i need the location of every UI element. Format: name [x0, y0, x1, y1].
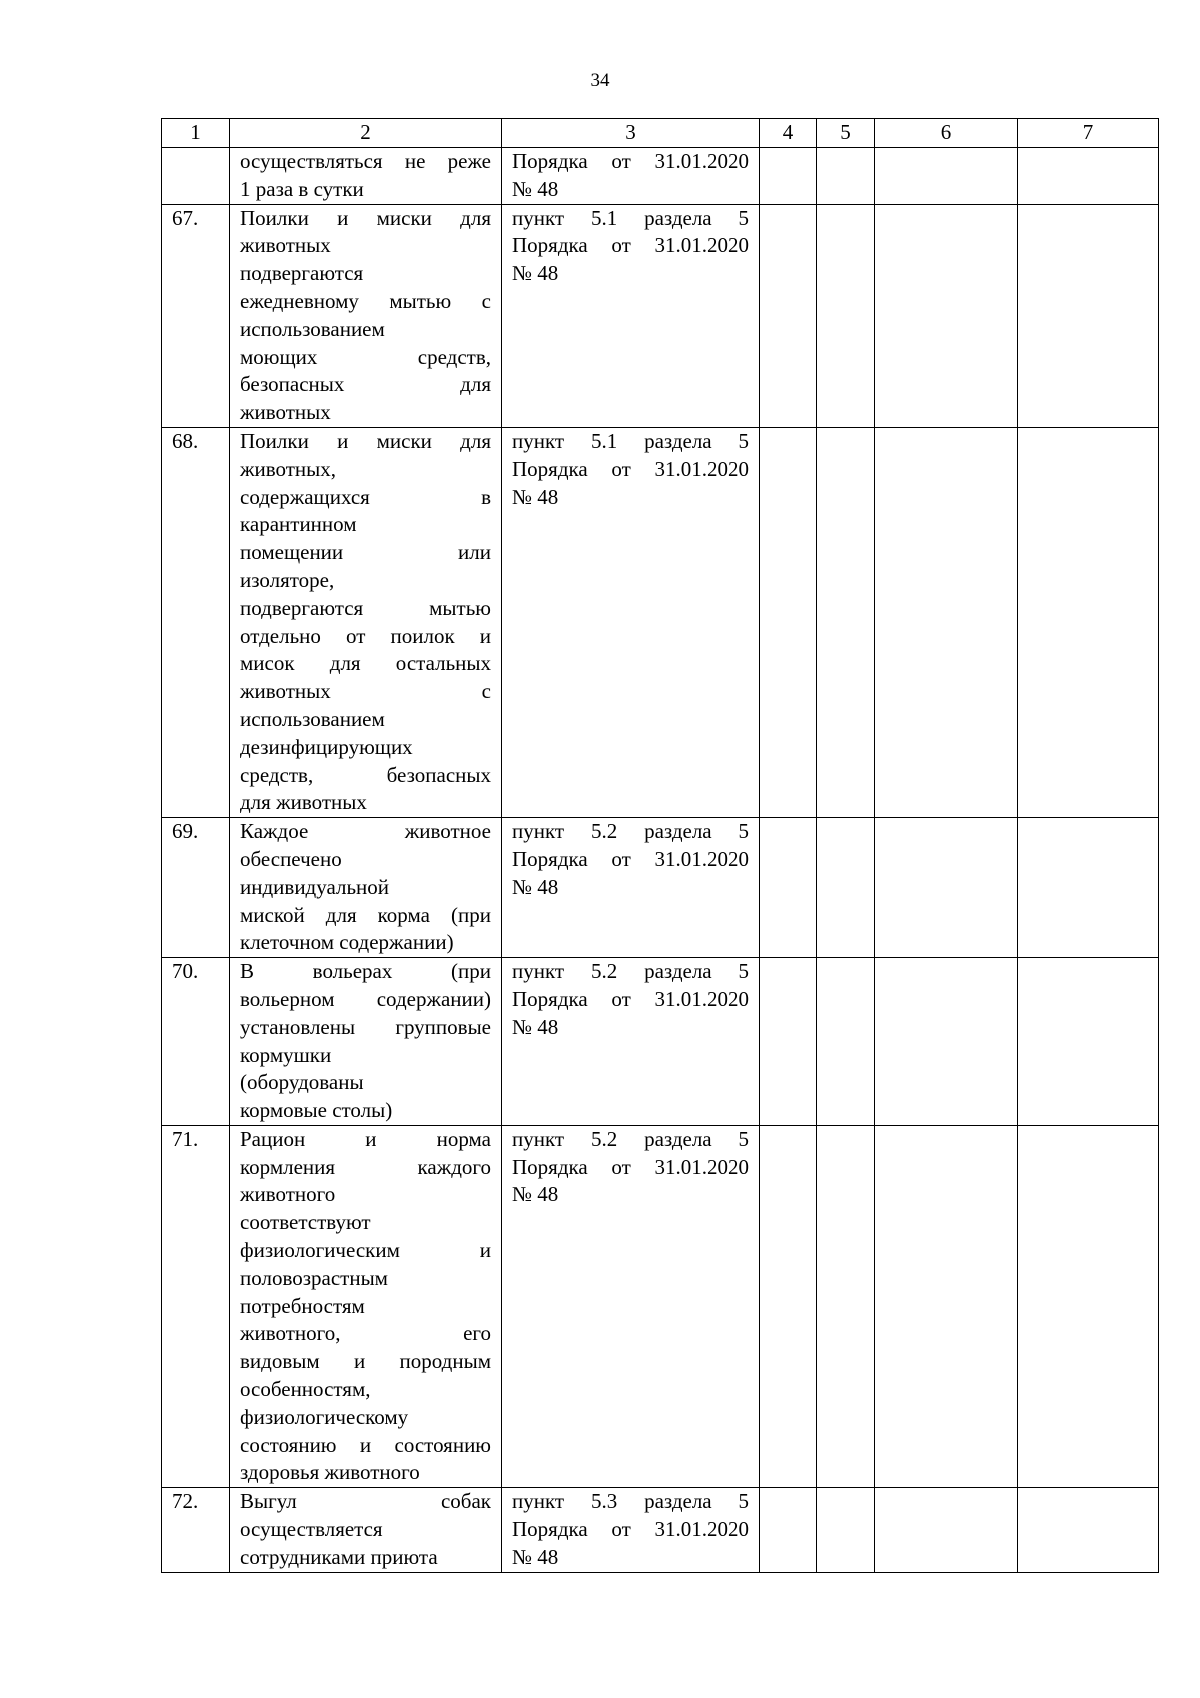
col-5-cell [817, 818, 875, 958]
row-number: 68. [162, 427, 230, 817]
table-row [162, 958, 1159, 1126]
requirement-line: установлены групповые [240, 1014, 491, 1039]
requirement-line: содержащихся в [240, 484, 491, 509]
requirement-line: животных [240, 233, 331, 258]
reference-line: Порядка от 31.01.2020 [512, 1154, 749, 1179]
requirement-line: изоляторе, [240, 567, 335, 592]
row-number: 69. [162, 818, 230, 958]
col-4-cell [760, 1125, 817, 1487]
col-6-cell [875, 1125, 1018, 1487]
requirement-line: индивидуальной [240, 874, 389, 899]
reference-line: пункт 5.1 раздела 5 [512, 428, 749, 453]
reference-cell [502, 204, 760, 427]
requirement-line: помещении или [240, 540, 491, 565]
col-4-cell [760, 148, 817, 205]
col-7-cell [1018, 1125, 1159, 1487]
requirement-cell [230, 427, 502, 817]
col-5-cell [817, 427, 875, 817]
requirement-line: животных с [240, 679, 491, 704]
requirement-line: ежедневному мытью с [240, 288, 491, 313]
requirement-line: дезинфицирующих [240, 734, 413, 759]
reference-line: № 48 [512, 1182, 559, 1207]
reference-line: Порядка от 31.01.2020 [512, 456, 749, 481]
requirement-line: моющих средств, [240, 344, 491, 369]
reference-cell [502, 427, 760, 817]
requirement-line: подвергаются [240, 261, 364, 286]
reference-cell [502, 818, 760, 958]
requirement-line: для животных [240, 790, 367, 815]
reference-line: № 48 [512, 484, 559, 509]
requirement-line: кормушки [240, 1042, 332, 1067]
table-body [162, 119, 1159, 1573]
requirement-line: половозрастным [240, 1265, 388, 1290]
reference-line: № 48 [512, 1544, 559, 1569]
requirement-line: физиологическому [240, 1404, 409, 1429]
col-6-cell [875, 427, 1018, 817]
col-4-cell [760, 958, 817, 1126]
reference-cell [502, 958, 760, 1126]
requirement-line: средств, безопасных [240, 762, 491, 787]
requirement-line: осуществляется [240, 1517, 383, 1542]
col-5-cell [817, 1488, 875, 1572]
requirement-line: Поилки и миски для [240, 205, 491, 230]
header-cell-7: 7 [1018, 119, 1159, 148]
reference-line: пункт 5.2 раздела 5 [512, 819, 749, 844]
reference-line: № 48 [512, 874, 559, 899]
reference-line: Порядка от 31.01.2020 [512, 149, 749, 173]
reference-cell [502, 148, 760, 205]
reference-cell [502, 1488, 760, 1572]
requirement-line: здоровья животного [240, 1460, 420, 1485]
requirement-line: вольерном содержании) [240, 986, 491, 1011]
requirement-line: клеточном содержании) [240, 930, 454, 955]
requirement-line: Каждое животное [240, 819, 491, 844]
table-row [162, 818, 1159, 958]
reference-line: пункт 5.2 раздела 5 [512, 1126, 749, 1151]
reference-cell [502, 1125, 760, 1487]
requirement-line: кормовые столы) [240, 1098, 393, 1123]
col-7-cell [1018, 148, 1159, 205]
requirement-cell [230, 148, 502, 205]
table-row [162, 1125, 1159, 1487]
table-header-row [162, 119, 1159, 148]
requirement-line: использованием [240, 316, 385, 341]
page-number: 34 [590, 70, 610, 91]
requirement-line: Рацион и норма [240, 1126, 491, 1151]
reference-line: пункт 5.3 раздела 5 [512, 1489, 749, 1514]
reference-line: Порядка от 31.01.2020 [512, 233, 749, 258]
row-number [162, 148, 230, 205]
requirement-line: 1 раза в сутки [240, 176, 364, 201]
reference-line: пункт 5.2 раздела 5 [512, 959, 749, 984]
col-5-cell [817, 958, 875, 1126]
reference-line: Порядка от 31.01.2020 [512, 1517, 749, 1542]
col-5-cell [817, 204, 875, 427]
requirement-line: особенностям, [240, 1377, 371, 1402]
reference-line: № 48 [512, 261, 559, 286]
requirement-line: видовым и породным [240, 1349, 491, 1374]
requirement-line: Поилки и миски для [240, 428, 491, 453]
table-row [162, 148, 1159, 205]
requirement-line: миской для корма (при [240, 902, 491, 927]
requirement-line: кормления каждого [240, 1154, 491, 1179]
table-row [162, 427, 1159, 817]
requirement-line: соответствуют [240, 1210, 371, 1235]
reference-line: № 48 [512, 1014, 559, 1039]
requirement-line: сотрудниками приюта [240, 1544, 438, 1569]
col-5-cell [817, 148, 875, 205]
row-number: 71. [162, 1125, 230, 1487]
requirement-line: потребностям [240, 1293, 365, 1318]
requirement-line: использованием [240, 706, 385, 731]
requirement-line: карантинном [240, 512, 357, 537]
col-4-cell [760, 204, 817, 427]
reference-line: Порядка от 31.01.2020 [512, 846, 749, 871]
requirement-line: подвергаются мытью [240, 595, 491, 620]
requirement-cell [230, 1125, 502, 1487]
col-7-cell [1018, 204, 1159, 427]
requirement-line: осуществляться не реже [240, 149, 491, 173]
col-4-cell [760, 1488, 817, 1572]
header-cell-6: 6 [875, 119, 1018, 148]
requirement-line: мисок для остальных [240, 651, 491, 676]
requirement-line: животного, его [240, 1321, 491, 1346]
row-number: 70. [162, 958, 230, 1126]
col-6-cell [875, 1488, 1018, 1572]
inspection-table [161, 118, 1159, 1573]
col-4-cell [760, 427, 817, 817]
header-cell-4: 4 [760, 119, 817, 148]
col-7-cell [1018, 958, 1159, 1126]
requirement-cell [230, 958, 502, 1126]
row-number: 72. [162, 1488, 230, 1572]
col-6-cell [875, 148, 1018, 205]
col-6-cell [875, 958, 1018, 1126]
col-7-cell [1018, 427, 1159, 817]
header-cell-1: 1 [162, 119, 230, 148]
requirement-line: физиологическим и [240, 1238, 491, 1263]
requirement-line: состоянию и состоянию [240, 1432, 491, 1457]
requirement-line: животного [240, 1182, 336, 1207]
requirement-line: В вольерах (при [240, 959, 491, 984]
requirement-line: обеспечено [240, 846, 342, 871]
reference-line: № 48 [512, 176, 559, 201]
header-cell-5: 5 [817, 119, 875, 148]
requirement-line: животных, [240, 456, 337, 481]
requirement-line: животных [240, 400, 331, 425]
col-7-cell [1018, 1488, 1159, 1572]
table-row [162, 204, 1159, 427]
requirement-cell [230, 818, 502, 958]
requirement-line: (оборудованы [240, 1070, 364, 1095]
requirement-cell [230, 204, 502, 427]
header-cell-3: 3 [502, 119, 760, 148]
col-6-cell [875, 204, 1018, 427]
requirement-line: Выгул собак [240, 1489, 491, 1514]
col-5-cell [817, 1125, 875, 1487]
requirement-line: безопасных для [240, 372, 491, 397]
col-4-cell [760, 818, 817, 958]
header-cell-2: 2 [230, 119, 502, 148]
requirement-cell [230, 1488, 502, 1572]
row-number: 67. [162, 204, 230, 427]
col-6-cell [875, 818, 1018, 958]
col-7-cell [1018, 818, 1159, 958]
requirement-line: отдельно от поилок и [240, 623, 491, 648]
reference-line: Порядка от 31.01.2020 [512, 986, 749, 1011]
reference-line: пункт 5.1 раздела 5 [512, 205, 749, 230]
table-row [162, 1488, 1159, 1572]
